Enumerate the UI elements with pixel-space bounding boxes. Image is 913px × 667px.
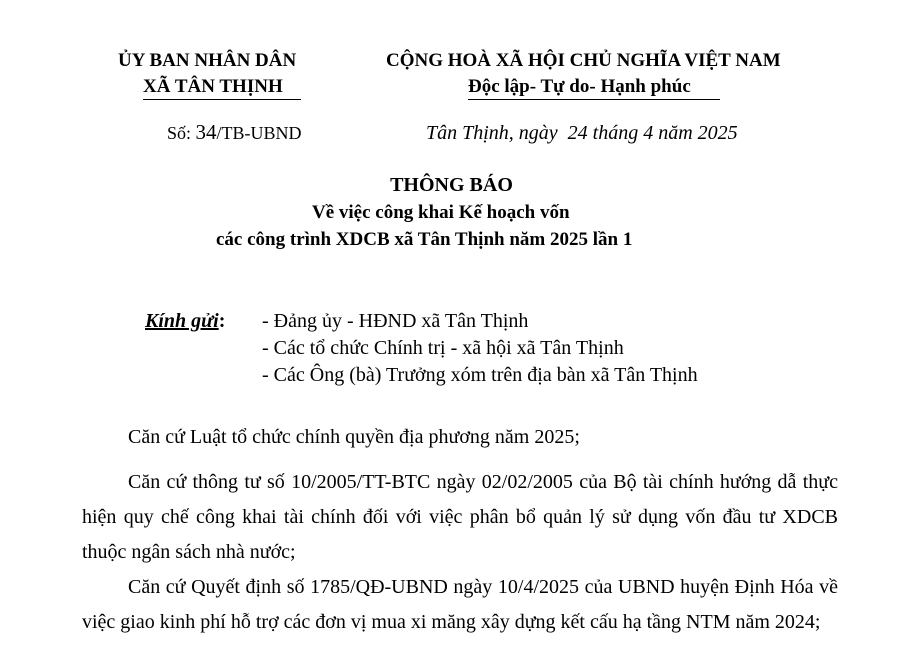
national-motto: Độc lập- Tự do- Hạnh phúc xyxy=(468,76,691,97)
document-subject-line-2: các công trình XDCB xã Tân Thịnh năm 2025 lần 1 xyxy=(216,229,633,250)
commune-underline xyxy=(143,99,301,100)
body-paragraph: Căn cứ Quyết định số 1785/QĐ-UBND ngày 10/4/2025 của UBND huyện Định Hóa về việc giao kinh phí hỗ trợ các đơn vị mua xi măng xây dựng kết cấu hạ tầng NTM năm 2024; xyxy=(82,576,838,633)
motto-underline xyxy=(468,99,720,100)
place-date: Tân Thịnh, ngày 24 tháng 4 năm 2025 xyxy=(426,122,738,144)
recipient-item: - Các tổ chức Chính trị - xã hội xã Tân Thịnh xyxy=(262,337,624,359)
recipient-item: - Các Ông (bà) Trưởng xóm trên địa bàn xã Tân Thịnh xyxy=(262,364,698,386)
country-name: CỘNG HOÀ XÃ HỘI CHỦ NGHĨA VIỆT NAM xyxy=(386,50,781,71)
commune-name: XÃ TÂN THỊNH xyxy=(143,76,283,97)
document-title: THÔNG BÁO xyxy=(390,174,513,196)
body-paragraph: Căn cứ Luật tổ chức chính quyền địa phương năm 2025; xyxy=(128,426,580,448)
recipients-label-text: Kính gửi xyxy=(145,310,219,332)
recipients-label xyxy=(145,310,225,333)
document-subject-line-1: Về việc công khai Kế hoạch vốn xyxy=(312,202,570,223)
number-prefix: Số: xyxy=(167,123,192,143)
recipient-item: - Đảng ủy - HĐND xã Tân Thịnh xyxy=(262,310,529,332)
recipients-label-colon: : xyxy=(218,310,226,332)
issuing-authority: ỦY BAN NHÂN DÂN xyxy=(118,50,297,71)
number-value: 34 xyxy=(195,120,217,144)
document-number xyxy=(167,120,302,145)
body-paragraph: Căn cứ thông tư số 10/2005/TT-BTC ngày 02/02/2005 của Bộ tài chính hướng dẫ thực hiện quy chế công khai tài chính đối với việc phân bổ quản lý sử dụng vốn đầu tư XDCB thuộc ngân sách nhà nước; xyxy=(82,471,838,563)
number-suffix: /TB-UBND xyxy=(216,123,302,143)
